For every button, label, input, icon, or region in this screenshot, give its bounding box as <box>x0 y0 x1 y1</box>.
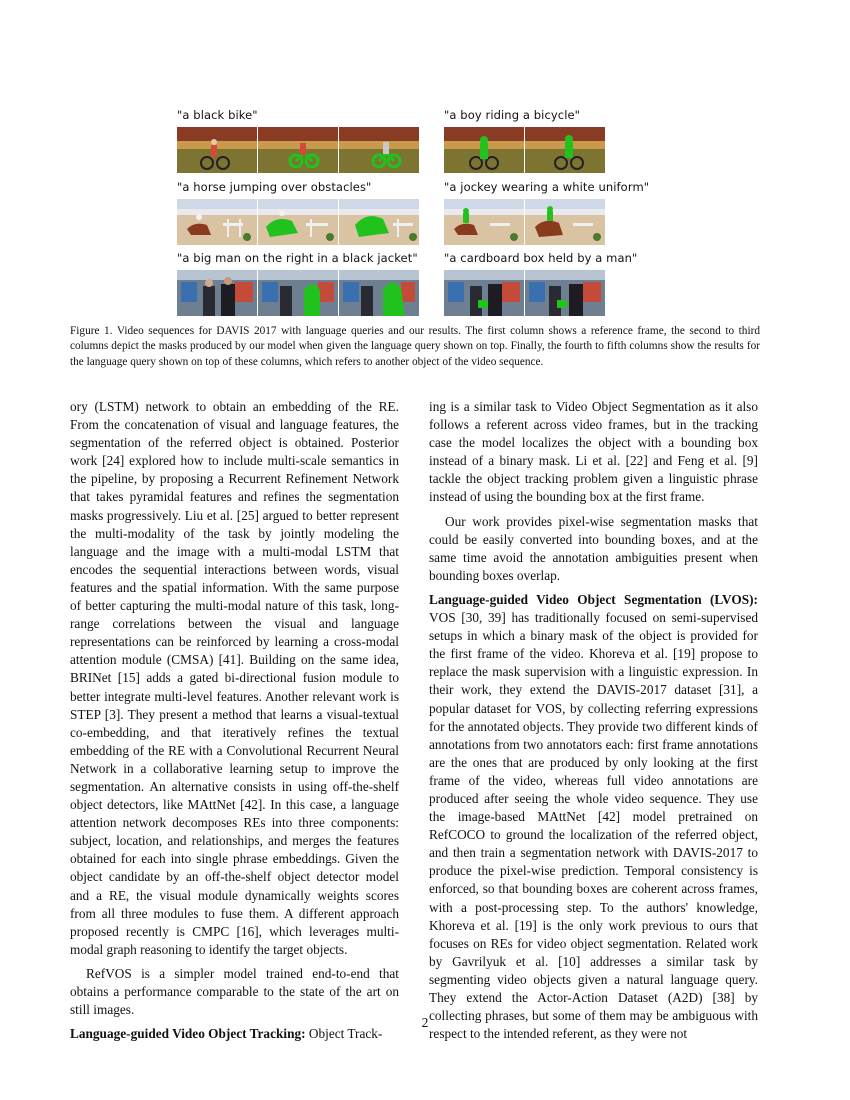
right-paragraph-1: ing is a similar task to Video Object Segmentation as it also follows a referent across video frames, but in the tracking case the model localizes the object with a bounding box instead of a binary mask. Li et al. [22] and Feng et al. [9] tackle the object tracking problem given a linguistic phrase instead of using the bounding box at the first frame. <box>429 399 758 505</box>
right-column <box>429 398 758 1043</box>
page-number: 2 <box>421 1015 429 1030</box>
frame-bike-reference <box>177 127 257 173</box>
query-label-cardboard-box: "a cardboard box held by a man" <box>444 251 638 265</box>
query-label-jockey-white-uniform: "a jockey wearing a white uniform" <box>444 180 650 194</box>
frame-horse-mask-2 <box>339 199 419 245</box>
left-paragraph-2: RefVOS is a simpler model trained end-to-end that obtains a performance comparable to the state of the art on still images. <box>70 965 399 1018</box>
frame-man-mask-2 <box>339 270 419 316</box>
query-label-big-man-black-jacket: "a big man on the right in a black jacket" <box>177 251 418 265</box>
right-paragraph-3-text: VOS [30, 39] has traditionally focused on semi-supervised setups in which a binary mask of the object is provided for the first frame of the video. Khoreva et al. [19] propose to replace the mask supervision with a linguistic expression. In their work, they extend the DAVIS-2017 dataset [31], a popular dataset for VOS, by collecting referring expressions for the annotated objects. They provide two different kinds of annotations from two annotators each: first frame annotations are the ones that are produced by only looking at the first frame of the video, whereas full video annotations are produced after seeing the whole video sequence. They use the image-based MAttNet [42] model pretrained on RefCOCO to ground the localization of the referred object, and then train a segmentation network with DAVIS-2017 to produce the pixel-wise prediction. Temporal consistency is enforced, so that bounding boxes are coherent across frames, with a post-processing step. To the authors' knowledge, Khoreva et al. [19] is the only work previous to ours that focuses on REs for video object segmentation. Related work by Gavrilyuk et al. [10] addresses a similar task by segmenting video objects given a natural language query. They extend the Actor-Action Dataset (A2D) [38] by collecting phrases, but some of them may be ambiguous with respect to the intended referent, as they were not <box>429 610 758 1042</box>
frame-bike-mask-1 <box>258 127 338 173</box>
right-paragraph-2: Our work provides pixel-wise segmentation masks that could be easily converted into bounding boxes, and at the same time avoid the annotation ambiguities present when bounding boxes overlap. <box>429 513 758 583</box>
frame-bike-mask-2 <box>339 127 419 173</box>
query-label-horse-jumping: "a horse jumping over obstacles" <box>177 180 372 194</box>
frame-man-reference <box>177 270 257 316</box>
figure-caption: Figure 1. Video sequences for DAVIS 2017 with language queries and our results. The first column shows a reference frame, the second to third columns depict the masks produced by our model when given the language query shown on top. Finally, the fourth to fifth columns show the results for the language query shown on top of these columns, which refers to another object of the video sequence. <box>70 325 760 368</box>
right-paragraph-3 <box>429 591 758 1043</box>
frame-box-mask-1 <box>444 270 524 316</box>
frame-jockey-mask-1 <box>444 199 524 245</box>
left-paragraph-3-text: Object Track- <box>305 1026 383 1042</box>
frame-man-mask-1 <box>258 270 338 316</box>
section-heading-lvos: Language-guided Video Object Segmentation (LVOS): <box>429 591 758 607</box>
frame-box-mask-2 <box>525 270 605 316</box>
query-label-boy-riding-bicycle: "a boy riding a bicycle" <box>444 108 581 122</box>
section-heading-tracking: Language-guided Video Object Tracking: <box>70 1026 306 1042</box>
frame-boy-mask-1 <box>444 127 524 173</box>
frame-boy-mask-2 <box>525 127 605 173</box>
frame-horse-reference <box>177 199 257 245</box>
left-paragraph-1: ory (LSTM) network to obtain an embedding of the RE. From the concatenation of visual and language features, the segmentation of the referred object is obtained. Posterior work [24] explored how to include multi-scale semantics in the pipeline, by proposing a Recurrent Refinement Network that takes pyramidal features and refines the segmentation masks progressively. Liu et al. [25] argued to better represent the multi-modality of the task by jointly modeling the language and the image with a multi-modal LSTM that encodes the sequential interactions between words, visual features and the spatial information. With the same purpose of better capturing the multi-modal nature of this task, long-range correlations between the visual and language representations can be reinforced by learning a cross-modal attention module (CMSA) [41]. Building on the same idea, BRINet [15] adds a gated bi-directional fusion module to better integrate multi-level features. Another relevant work is STEP [3]. They present a method that learns a visual-textual co-embedding, and that iteratively refines the textual embedding of the RE with a Convolutional Recurrent Neural Network in a collaborative learning setup to improve the segmentation. An alternative consists in using off-the-shelf object detectors, like MAttNet [42]. In this case, a language attention network decomposes REs into three components: subject, location, and relationships, and merges the features obtained for each into single phrase embeddings. Given the object candidate by an off-the-shelf object detector model and a RE, the visual module dynamically weights scores from all three modules to fuse them. A different approach proposed recently is CMPC [16], which leverages multi-modal graph reasoning to identify the target objects. <box>70 399 399 957</box>
frame-horse-mask-1 <box>258 199 338 245</box>
left-column <box>70 398 399 1043</box>
frame-jockey-mask-2 <box>525 199 605 245</box>
query-label-black-bike: "a black bike" <box>177 108 258 122</box>
